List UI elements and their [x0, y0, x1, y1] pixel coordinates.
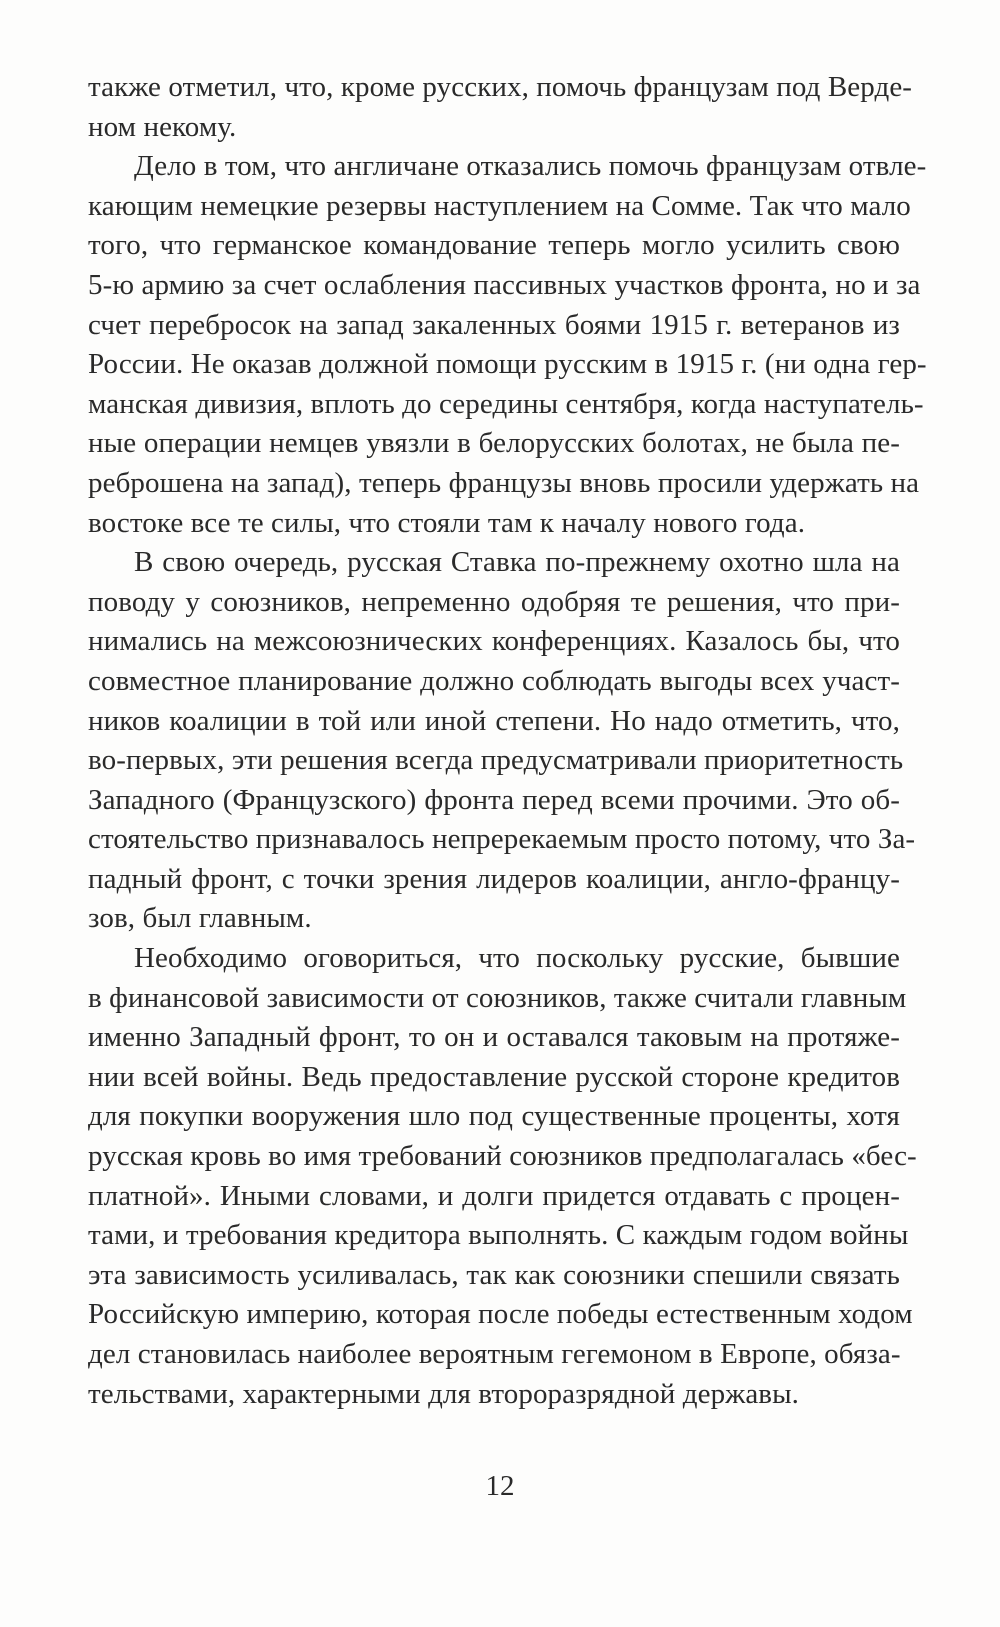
text-line: стоятельство признавалось непререкаемым просто потому, что За- — [88, 823, 916, 856]
text-line: счет переброcок на запад закаленных боями 1915 г. ветеранов из — [88, 308, 900, 341]
text-line: ников коалиции в той или иной степени. Но надо отметить, что, — [88, 704, 900, 737]
text-line: 5-ю армию за счет ослабления пассивных участков фронта, но и за — [88, 268, 921, 301]
text-line: ном некому. — [88, 110, 237, 143]
paragraph-1 — [88, 68, 913, 147]
text-line: нии всей войны. Ведь предоставление русской стороне кредитов — [88, 1060, 900, 1093]
text-line: для покупки вооружения шло под существенные проценты, хотя — [88, 1100, 900, 1133]
text-line: также отметил, что, кроме русских, помочь французам под Верде- — [88, 71, 913, 103]
paragraph-3 — [88, 543, 916, 939]
text-line: тами, и требования кредитора выполнять. С каждым годом войны — [88, 1219, 909, 1252]
text-line: тельствами, характерными для второразрядной державы. — [88, 1377, 800, 1410]
text-column — [88, 68, 927, 1414]
text-line: русская кровь во имя требований союзников предполагалась «бес- — [88, 1140, 917, 1173]
paragraph-2 — [88, 147, 927, 543]
text-line: востоке все те силы, что стояли там к началу нового года. — [88, 506, 806, 539]
text-line: Дело в том, что англичане отказались помочь французам отвле- — [134, 150, 927, 183]
paragraph-4 — [88, 939, 917, 1414]
text-line: в финансовой зависимости от союзников, также считали главным — [88, 981, 907, 1014]
page-number: 12 — [485, 1470, 515, 1502]
text-line: зов, был главным. — [88, 902, 312, 935]
text-line: реброшена на запад), теперь французы вновь просили удержать на — [88, 466, 920, 499]
text-line: ные операции немцев увязли в белорусских болотах, не была пе- — [88, 427, 900, 460]
text-line: России. Не оказав должной помощи русским в 1915 г. (ни одна гер- — [88, 348, 927, 381]
text-line: падный фронт, с точки зрения лидеров коалиции, англо-францу- — [88, 862, 900, 895]
text-line: манская дивизия, вплоть до середины сентября, когда наступатель- — [88, 387, 924, 420]
text-line: Западного (Французского) фронта перед всеми прочими. Это об- — [88, 783, 900, 816]
text-line: нимались на межсоюзнических конференциях. Казалось бы, что — [88, 625, 900, 658]
text-line: Российскую империю, которая после победы естественным ходом — [88, 1298, 913, 1331]
text-line: платной». Иными словами, и долги придется отдавать с процен- — [88, 1179, 900, 1212]
text-line: совместное планирование должно соблюдать выгоды всех участ- — [88, 664, 900, 697]
text-line: кающим немецкие резервы наступлением на Сомме. Так что мало — [88, 189, 911, 222]
text-line: именно Западный фронт, то он и оставался таковым на протяже- — [88, 1021, 900, 1054]
text-line: во-первых, эти решения всегда предусматривали приоритетность — [88, 744, 904, 777]
text-line: В свою очередь, русская Ставка по-прежнему охотно шла на — [134, 546, 900, 579]
text-line: поводу у союзников, непременно одобряя те решения, что при- — [88, 585, 900, 618]
text-line: дел становилась наиболее вероятным гегемоном в Европе, обяза- — [88, 1338, 901, 1370]
text-line: того, что германское командование теперь могло усилить свою — [88, 229, 900, 262]
text-line: эта зависимость усиливалась, так как союзники спешили связать — [88, 1258, 900, 1291]
text-line: Необходимо оговориться, что поскольку русские, бывшие — [134, 942, 900, 975]
